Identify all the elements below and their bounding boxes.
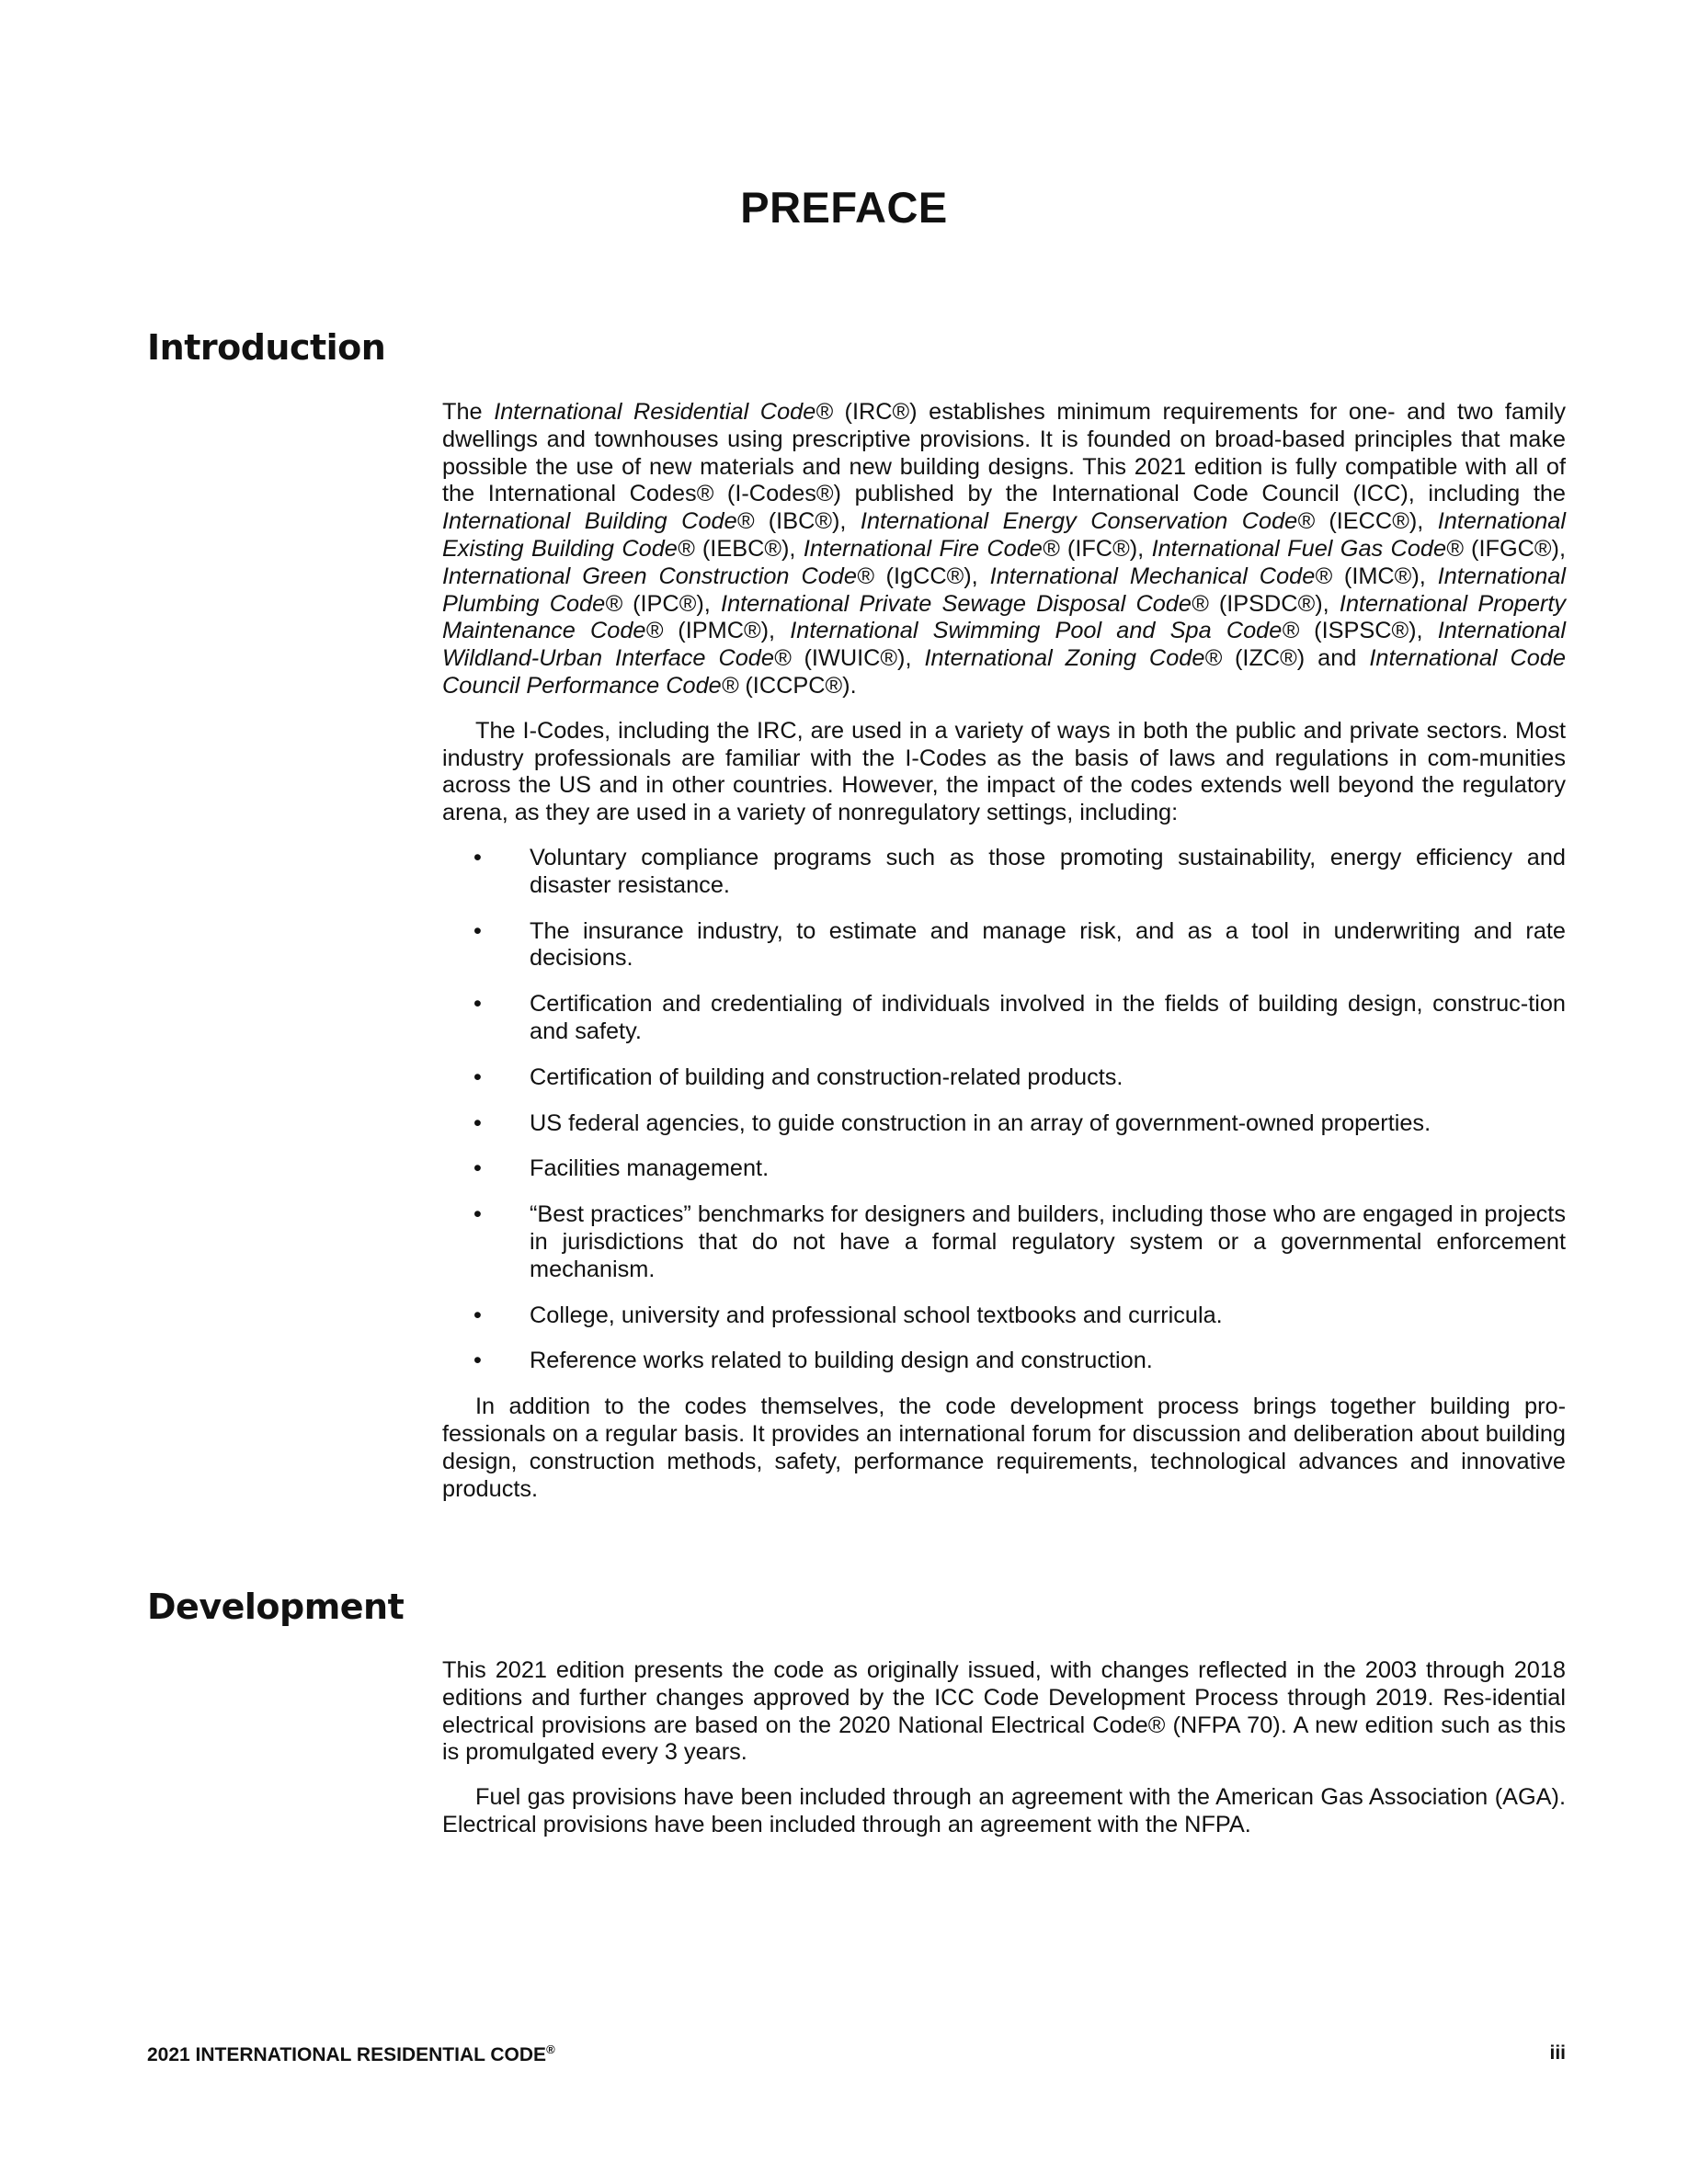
development-body	[442, 1657, 1566, 1857]
text-run: (IECC®),	[1314, 508, 1438, 535]
text-run: (IBC®),	[754, 508, 861, 535]
list-item-text: The insurance industry, to estimate and manage risk, and as a tool in underwriting and rate decisions.	[530, 917, 1566, 972]
introduction-paragraph-3: In addition to the codes themselves, the code development process brings together building pro-fessionals on a regular basis. It provides an international forum for discussion and deliberation about building design, construction methods, safety, performance requirements, technological advances and innovative products.	[442, 1393, 1566, 1502]
code-title-italic: International Energy Conservation Code®	[860, 508, 1315, 535]
nonregulatory-settings-list	[442, 845, 1566, 1375]
code-title-italic: International Existing Building Code®	[442, 508, 1566, 562]
text-run: (IPMC®),	[663, 618, 791, 644]
text-run: (IFC®),	[1059, 535, 1152, 562]
text-run: (IPSDC®),	[1208, 590, 1340, 617]
section-heading-development: Development	[147, 1587, 405, 1627]
text-run: (IMC®),	[1331, 563, 1438, 589]
list-item-text: US federal agencies, to guide construction in an array of government-owned properties.	[530, 1109, 1431, 1136]
development-paragraph-1: This 2021 edition presents the code as originally issued, with changes reflected in the 2003 through 2018 editions and further changes approved by the ICC Code Development Process through 2019. Res-idential electrical provisions are based on the 2020 National Electrical Code® (NFPA 70). A new edition such as this is promulgated every 3 years.	[442, 1657, 1566, 1766]
code-title-italic: International Wildland-Urban Interface Code®	[442, 618, 1566, 672]
text-run: The	[442, 399, 495, 425]
list-item	[442, 1348, 1566, 1375]
code-title-italic: International Fuel Gas Code®	[1151, 535, 1464, 562]
list-item	[442, 1201, 1566, 1283]
text-run: (IgCC®),	[873, 563, 990, 589]
introduction-body	[442, 399, 1566, 1520]
bullet-marker: •	[473, 1064, 482, 1090]
code-title-italic: International Private Sewage Disposal Code®	[721, 590, 1209, 617]
code-title-italic: International Building Code®	[442, 508, 755, 535]
list-item	[442, 845, 1566, 900]
introduction-paragraph-1	[442, 399, 1566, 700]
page-title: PREFACE	[740, 183, 948, 232]
list-item-text: Certification and credentialing of individuals involved in the fields of building design, construc-tion and safety.	[530, 991, 1566, 1044]
code-title-italic: International Code Council Performance Code®	[442, 645, 1566, 699]
list-item-text: College, university and professional school textbooks and curricula.	[530, 1302, 1223, 1328]
list-item	[442, 991, 1566, 1046]
bullet-marker: •	[473, 917, 482, 944]
list-item-text: Voluntary compliance programs such as those promoting sustainability, energy efficiency and disaster resistance.	[530, 844, 1566, 898]
list-item-text: Facilities management.	[530, 1155, 770, 1182]
code-title-italic: International Green Construction Code®	[442, 563, 874, 589]
development-paragraph-2: Fuel gas provisions have been included through an agreement with the American Gas Association (AGA). Electrical provisions have been included through an agreement with the NFPA.	[442, 1784, 1566, 1837]
bullet-marker: •	[473, 1302, 482, 1328]
text-run: (IZC®) and	[1222, 645, 1370, 672]
code-title-italic: International Fire Code®	[803, 535, 1060, 562]
list-item-text: “Best practices” benchmarks for designers and builders, including those who are engaged in projects in jurisdictions that do not have a formal regulatory system or a governmental enforcement mechanism.	[530, 1201, 1566, 1282]
registered-mark: ®	[546, 2042, 555, 2056]
text-run: (IEBC®),	[694, 535, 804, 562]
page-number: iii	[1549, 2042, 1566, 2064]
code-title-italic: International Swimming Pool and Spa Code®	[790, 618, 1299, 644]
list-item-text: Reference works related to building design and construction.	[530, 1348, 1153, 1374]
bullet-marker: •	[473, 991, 482, 1018]
text-run: (ICCPC®).	[738, 672, 857, 699]
code-title-italic: International Mechanical Code®	[989, 563, 1332, 589]
code-title-italic: International Zoning Code®	[924, 645, 1223, 672]
list-item	[442, 1064, 1566, 1092]
code-title-italic: International Plumbing Code®	[442, 563, 1566, 617]
footer-book-title: 2021 INTERNATIONAL RESIDENTIAL CODE®	[147, 2042, 555, 2065]
bullet-marker: •	[473, 1155, 482, 1182]
list-item	[442, 1110, 1566, 1138]
bullet-marker: •	[473, 844, 482, 870]
list-item	[442, 918, 1566, 973]
code-title-italic: International Property Maintenance Code®	[442, 590, 1567, 644]
list-item	[442, 1155, 1566, 1183]
bullet-marker: •	[473, 1109, 482, 1136]
code-title-italic: International Residential Code®	[494, 399, 833, 425]
introduction-paragraph-2: The I-Codes, including the IRC, are used in a variety of ways in both the public and private sectors. Most industry professionals are familiar with the I-Codes as the basis of laws and regulations in com-munities across the US and in other countries. However, the impact of the codes extends well beyond the regulatory arena, as they are used in a variety of nonregulatory settings, including:	[442, 717, 1566, 826]
text-run: (IWUIC®),	[791, 645, 925, 672]
text-run: (IPC®),	[622, 590, 722, 617]
bullet-marker: •	[473, 1348, 482, 1374]
list-item	[442, 1302, 1566, 1330]
text-run: (ISPSC®),	[1298, 618, 1438, 644]
section-heading-introduction: Introduction	[147, 327, 386, 368]
bullet-marker: •	[473, 1201, 482, 1228]
list-item-text: Certification of building and construction-related products.	[530, 1064, 1123, 1090]
text-run: (IRC®) establishes minimum requirements for one- and two family dwellings and townhouses using prescriptive provisions. It is founded on broad-based principles that make possible the use of new materials and new building designs. This 2021 edition is fully compatible with all of the International Codes® (I-Codes®) published by the International Code Council (ICC), including the	[442, 399, 1566, 507]
text-run: (IFGC®),	[1463, 535, 1566, 562]
